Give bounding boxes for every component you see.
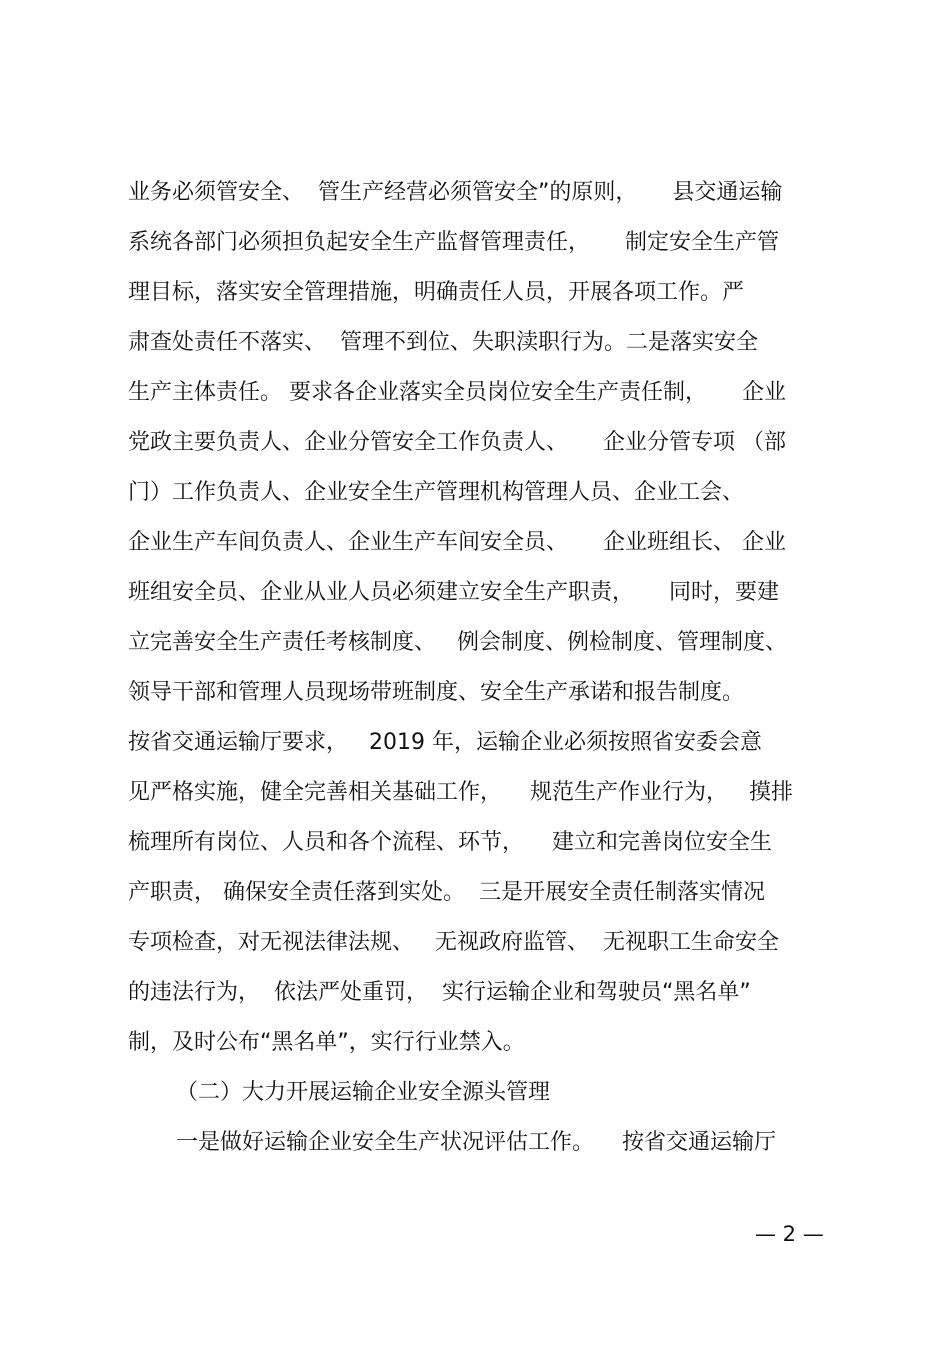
body-line-12: 按省交通运输厅要求， 2019 年，运输企业必须按照省安委会意 xyxy=(128,730,762,755)
body-line-8: 企业生产车间负责人、企业生产车间安全员、 企业班组长、 企业 xyxy=(128,530,786,555)
body-line-14: 梳理所有岗位、人员和各个流程、环节， 建立和完善岗位安全生 xyxy=(128,830,772,855)
page-number: — 2 — xyxy=(755,1222,824,1246)
body-line-17: 的违法行为， 依法严处重罚， 实行运输企业和驾驶员“黑名单” xyxy=(128,980,751,1005)
body-line-6: 党政主要负责人、企业分管安全工作负责人、 企业分管专项 （部 xyxy=(128,430,786,455)
body-line-3: 理目标，落实安全管理措施，明确责任人员，开展各项工作。严 xyxy=(128,280,745,305)
body-line-11: 领导干部和管理人员现场带班制度、安全生产承诺和报告制度。 xyxy=(128,680,745,705)
body-line-18: 制，及时公布“黑名单”，实行行业禁入。 xyxy=(128,1030,525,1055)
section-heading: （二）大力开展运输企业安全源头管理 xyxy=(176,1080,551,1105)
lead-paragraph-line: 一是做好运输企业安全生产状况评估工作。 按省交通运输厅 xyxy=(176,1130,776,1155)
body-line-7: 门）工作负责人、企业安全生产管理机构管理人员、企业工会、 xyxy=(128,480,745,505)
body-line-15: 产职责， 确保安全责任落到实处。 三是开展安全责任制落实情况 xyxy=(128,880,765,905)
body-line-4: 肃查处责任不落实、 管理不到位、失职渎职行为。二是落实安全 xyxy=(128,330,758,355)
body-line-16: 专项检查，对无视法律法规、 无视政府监管、 无视职工生命安全 xyxy=(128,930,779,955)
body-line-5: 生产主体责任。 要求各企业落实全员岗位安全生产责任制， 企业 xyxy=(128,380,786,405)
body-line-9: 班组安全员、企业从业人员必须建立安全生产职责， 同时，要建 xyxy=(128,580,779,605)
body-line-2: 系统各部门必须担负起安全生产监督管理责任， 制定安全生产管 xyxy=(128,230,779,255)
body-line-1: 业务必须管安全、 管生产经营必须管安全”的原则， 县交通运输 xyxy=(128,180,783,205)
body-line-13: 见严格实施，健全完善相关基础工作， 规范生产作业行为， 摸排 xyxy=(128,780,793,805)
body-line-10: 立完善安全生产责任考核制度、 例会制度、例检制度、管理制度、 xyxy=(128,630,787,655)
